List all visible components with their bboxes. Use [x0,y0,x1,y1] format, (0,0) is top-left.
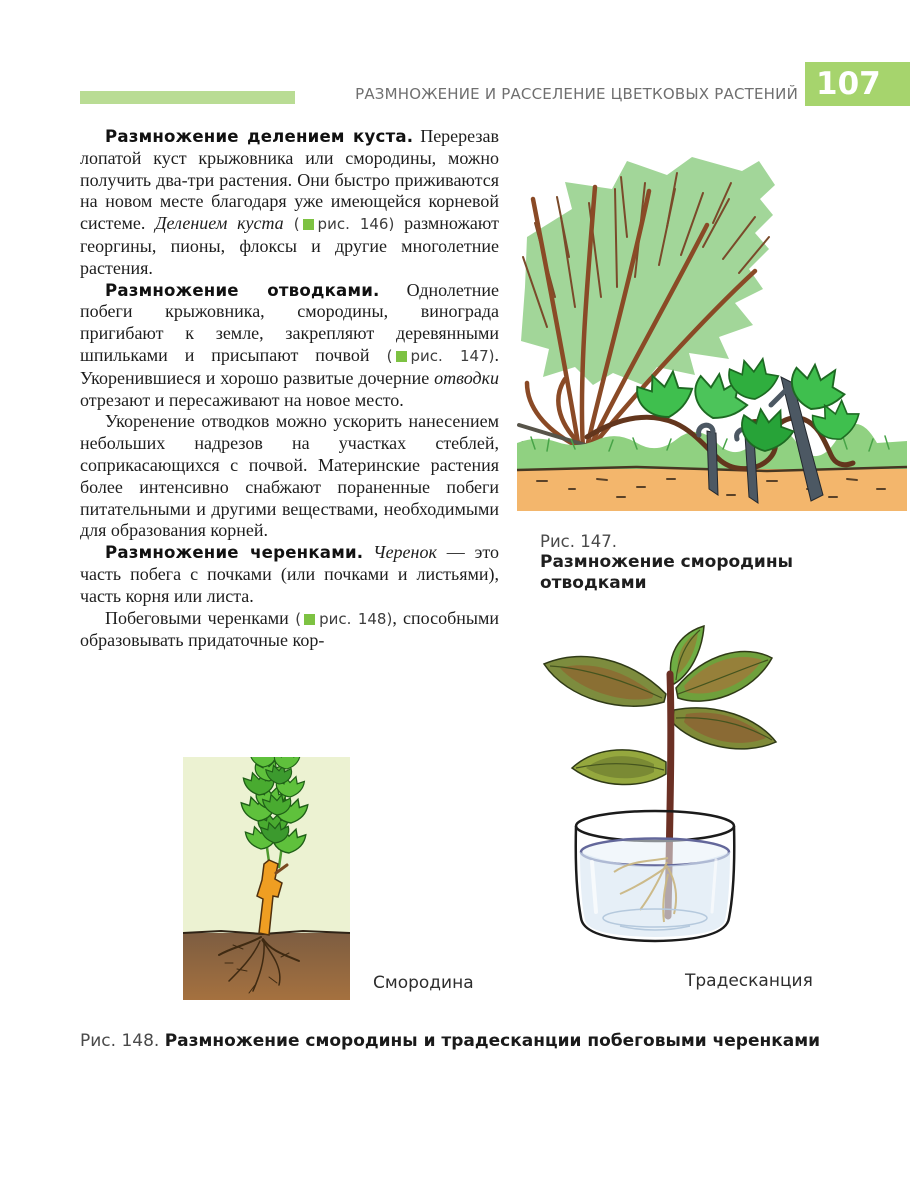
glass-rim [576,811,734,841]
figure-148-tradescantia-illustration [520,622,795,962]
shoot-leaves [634,357,864,452]
text-run: . Укоренившиеся и хорошо развитые дочерние [80,344,499,388]
header-rule [80,91,295,104]
figure-ref-square-icon [396,351,407,362]
text-run: Однолетние побеги крыжовника, смородины, винограда пригибают к земле, закрепляют деревянными шпильками и присыпают почвой [80,279,499,365]
figure-ref-square-icon [304,614,315,625]
paragraph [80,280,499,412]
figure-147-label: Рис. 147. [540,532,617,551]
figure-148-title: Размножение смородины и традесканции побеговыми черенками [164,1031,821,1051]
paragraph [80,542,499,607]
text-run: Побеговыми черенками [105,607,289,628]
figure-147-caption [540,531,810,594]
text-run: отрезают и пересаживают на новое место. [80,389,404,410]
text-run: — это часть побега с почками (или почками и листьями), часть корня или листа. [80,542,500,606]
text-run: размножают георгины, пионы, флоксы и другие многолетние растения. [80,213,499,278]
figure-ref-square-icon [303,219,314,230]
text-run: рис. 146) [317,215,395,234]
tradescantia-leaves [544,626,776,785]
text-run: рис. 148) [319,609,393,628]
label-tradescantia: Традесканция [685,971,813,991]
paragraph [80,608,499,653]
text-run: отводки [434,367,499,388]
figure-147-layering-illustration [517,137,907,513]
text-run: Укоренение отводков можно ускорить нанесением небольших надрезов на участках стеблей, соприкасающихся с почвой. Материнские растения более интенсивно снабжают пораненные побеги питательными и другими веществами, необходимыми для образования корней. [80,411,499,541]
article-column [80,126,499,652]
stake-stub [771,391,785,405]
text-run: , способными образовывать придаточные кор- [80,607,499,651]
text-run: рис. 147) [410,346,495,365]
running-header: РАЗМНОЖЕНИЕ И РАССЕЛЕНИЕ ЦВЕТКОВЫХ РАСТЕНИЙ [355,85,798,103]
text-run: Перерезав лопатой куст крыжовника или смородины, можно получить два-три растения. Они быстро приживаются на новом месте благодаря уже имеющейся корневой системе. [80,126,499,234]
figure-148-caption [80,1031,840,1051]
text-run: Черенок [363,542,437,563]
label-smorodina: Смородина [373,973,474,993]
text-run: ( [369,346,393,365]
paragraph [80,411,499,542]
text-run: Размножение отводками. [105,280,380,300]
text-run: ( [283,215,300,234]
figure-147-title: Размножение смородины отводками [540,552,793,593]
page-number-badge: 107 [805,62,910,106]
figure-148-label: Рис. 148. [80,1031,160,1051]
paragraph [80,126,499,280]
text-run: ( [288,609,302,628]
figure-148-smorodina-illustration [183,757,350,1000]
text-run: Делением куста [155,213,284,234]
text-run: Размножение черенками. [105,543,364,563]
text-run: Размножение делением куста. [105,127,414,146]
